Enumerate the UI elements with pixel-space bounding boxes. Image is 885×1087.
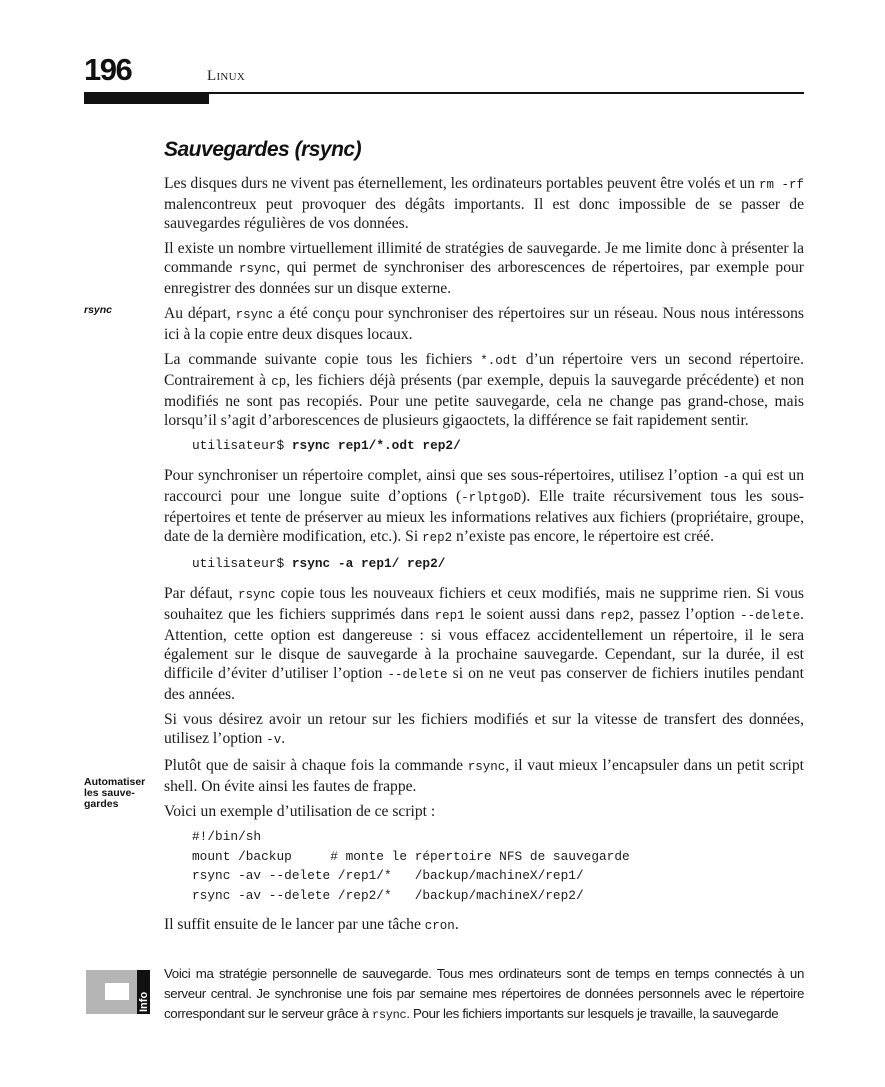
section-title: Sauvegardes (rsync) — [164, 138, 362, 161]
body-text — [164, 174, 804, 942]
paragraph: La commande suivante copie tous les fichiers *.odt d’un répertoire vers un second répertoire. Contrairement à cp, les fichiers déjà présents (par exemple, depuis la sauvegarde précédente) et non modifiés ne sont pas recopiés. Pour une petite sauvegarde, cela ne change pas grand-chose, mais lorsqu’il s’agit d’arborescences de plusieurs gigaoctets, la différence se fait rapidement sentir. — [164, 351, 804, 429]
svg-text:Info: Info — [138, 991, 150, 1012]
paragraph: Par défaut, rsync copie tous les nouveaux fichiers et ceux modifiés, mais ne supprime rien. Si vous souhaitez que les fichiers supprimés dans rep1 le soient aussi dans rep2, passez l’option --delete. Attention, cette option est dangereuse : si vous effacez accidentellement un répertoire, il le sera également sur le disque de sauvegarde à la prochaine sauvegarde. Cependant, sur la durée, il est difficile d’éviter d’utiliser l’option --delete si on ne veut pas conserver de fichiers inutiles pendant des années. — [164, 585, 805, 703]
command-example: utilisateur$ rsync -a rep1/ rep2/ — [192, 556, 446, 571]
running-title: Linux — [207, 68, 246, 84]
shell-script: #!/bin/sh mount /backup # monte le répertoire NFS de sauvegarde rsync -av --delete /rep1/* /backup/machineX/rep1/ rsync -av --delete /rep2/* /backup/machineX/rep2/ — [192, 829, 630, 903]
paragraph: Il existe un nombre virtuellement illimité de stratégies de sauvegarde. Je me limite donc à présenter la commande rsync, qui permet de synchroniser des arborescences de répertoires, par exemple pour enregistrer des données sur un disque externe. — [164, 240, 804, 297]
info-note-text: Voici ma stratégie personnelle de sauvegarde. Tous mes ordinateurs sont de temps en temps connectés à un serveur central. Je synchronise une fois par semaine mes répertoires de données personnels avec le répertoire correspondant sur le serveur grâce à rsync. Pour les fichiers importants sur lesquels je travaille, la sauvegarde — [164, 966, 804, 1022]
paragraph: Il suffit ensuite de le lancer par une tâche cron. — [164, 916, 459, 933]
paragraph: Au départ, rsync a été conçu pour synchroniser des répertoires sur un réseau. Nous nous intéressons ici à la copie entre deux disques locaux. — [164, 305, 804, 343]
header-rule-bar — [84, 94, 209, 104]
command-example: utilisateur$ rsync rep1/*.odt rep2/ — [192, 438, 461, 453]
paragraph: Les disques durs ne vivent pas éternellement, les ordinateurs portables peuvent être volés et un rm -rf malencontreux peut provoquer des dégâts importants. Il est donc impossible de se passer de sauvegardes régulières de vos données. — [164, 175, 804, 232]
paragraph: Pour synchroniser un répertoire complet, ainsi que ses sous-répertoires, utilisez l’option -a qui est un raccourci pour une longue suite d’options (-rlptgoD). Elle traite récursivement tous les sous-répertoires et tente de préserver au mieux les informations relatives aux fichiers (propriétaire, groupe, date de la dernière modification, etc.). Si rep2 n’existe pas encore, le répertoire est créé. — [164, 467, 804, 545]
paragraph: Voici un exemple d’utilisation de ce script : — [164, 803, 436, 820]
paragraph: Plutôt que de saisir à chaque fois la commande rsync, il vaut mieux l’encapsuler dans un petit script shell. On évite ainsi les fautes de frappe. — [164, 757, 804, 795]
section-title-command: rsync — [301, 138, 355, 161]
paragraph: Si vous désirez avoir un retour sur les fichiers modifiés et sur la vitesse de transfert des données, utilisez l’option -v. — [164, 711, 804, 747]
page-number: 196 — [84, 52, 132, 87]
info-icon — [86, 970, 150, 1014]
margin-note-rsync: rsync — [84, 304, 113, 316]
margin-note-automate: Automatiser les sauve-gardes — [84, 776, 146, 810]
